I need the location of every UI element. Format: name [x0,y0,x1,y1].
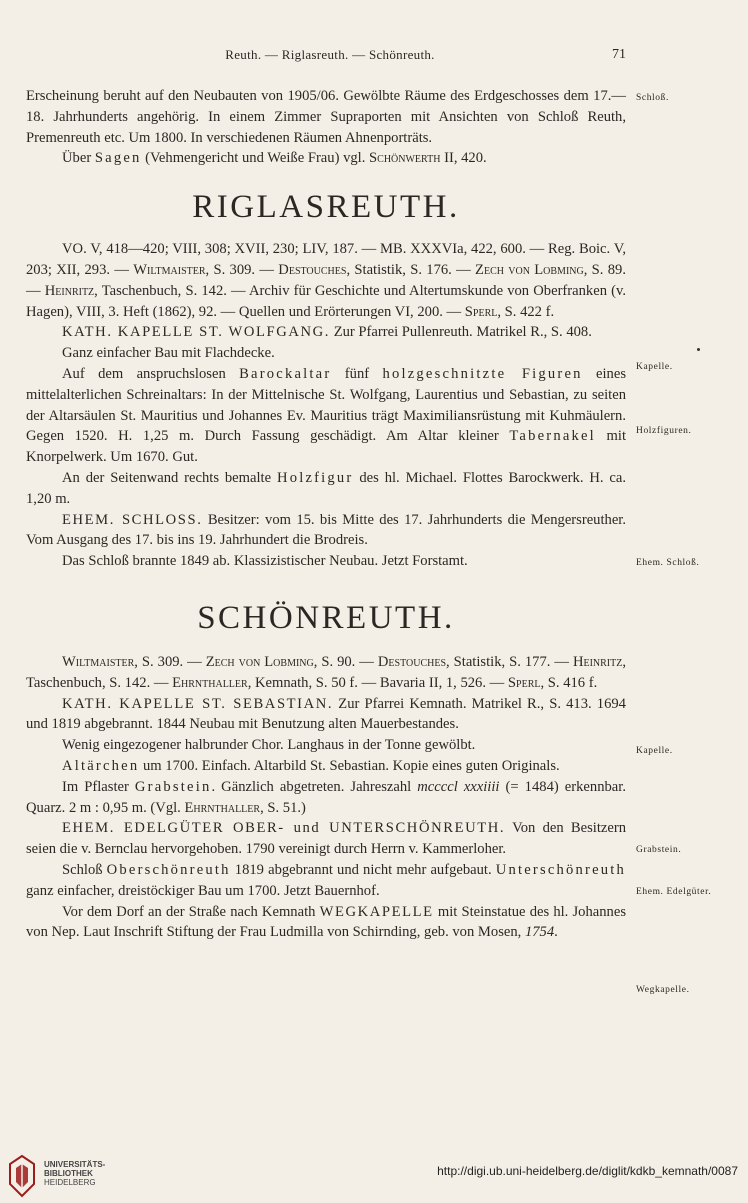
library-logo-icon [6,1154,38,1198]
margin-note: Schloß. [636,93,669,103]
riglasreuth-schloss: EHEM. SCHLOSS. Besitzer: vom 15. bis Mitte des 17. Jahrhunderts die Mengersreuther. Vom Ausgang des 17. bis ins 19. Jahrhundert die Brodreis. [26,511,627,549]
schoenreuth-wegkapelle: Vor dem Dorf an der Straße nach Kemnath WEGKAPELLE mit Steinstatue des hl. Johannes von Nep. Laut Inschrift Stiftung der Frau Ludmilla von Schirnding, geb. von Mosen, 1754. [26,903,626,941]
ink-speck [697,348,700,351]
reuth-sagen-paragraph: Über Sagen (Vehmengericht und Weiße Frau) vgl. Schönwerth II, 420. [62,150,487,167]
schoenreuth-edelgueter: EHEM. EDELGÜTER OBER- und UNTERSCHÖNREUTH. Von den Besitzern seien die v. Bernclau hervorgehoben. 1790 vereinigt durch Herrn v. Kammerloher. [26,820,626,858]
riglasreuth-schloss-neubau: Das Schloß brannte 1849 ab. Klassizistischer Neubau. Jetzt Forstamt. [62,553,468,570]
schoenreuth-chor: Wenig eingezogener halbrunder Chor. Langhaus in der Tonne gewölbt. [62,737,476,754]
riglasreuth-holzfigur: An der Seitenwand rechts bemalte Holzfigur des hl. Michael. Flottes Barockwerk. H. ca. 1,20 m. [26,469,626,507]
section-title-schoenreuth: SCHÖNREUTH. [197,599,455,636]
section-title-riglasreuth: RIGLASREUTH. [192,189,460,226]
schoenreuth-grabstein: Im Pflaster Grabstein. Gänzlich abgetreten. Jahreszahl mccccl xxxiiii (= 1484) erkennbar. Quarz. 2 m : 0,95 m. (Vgl. Ehrnthaller, S. 51.) [26,778,626,816]
source-url-link[interactable]: http://digi.ub.uni-heidelberg.de/diglit/kdkb_kemnath/0087 [437,1164,738,1178]
schoenreuth-oberschoenreuth: Schloß Oberschönreuth 1819 abgebrannt und nicht mehr aufgebaut. Unterschönreuth ganz einfacher, dreistöckiger Bau um 1700. Jetzt Bauernhof. [26,861,627,899]
schoenreuth-bibliography: Wiltmaister, S. 309. — Zech von Lobming, S. 90. — Destouches, Statistik, S. 177. — Heinritz, Taschenbuch, S. 142. — Ehrnthaller, Kemnath, S. 50 f. — Bavaria II, 1, 526. — Sperl, S. 416 f. [26,653,627,691]
library-logo-text: UNIVERSITÄTS- BIBLIOTHEK HEIDELBERG [44,1160,106,1187]
body-text [26,86,626,943]
riglasreuth-altar: Auf dem anspruchslosen Barockaltar fünf holzgeschnitzte Figuren eines mittelalterlichen Schreinaltars: In der Mittelnische St. Wolfgang, Laurentius und Sebastian, zu seiten der Altarsäulen St. Mauritius und Johannes Ev. Mauritius trägt Maximiliansrüstung mit Kuhmäulern. Gegen 1520. H. 1,25 m. Durch Fassung geschädigt. Am Altar kleiner Tabernakel mit Knorpelwerk. Um 1670. Gut. [26,365,627,466]
riglasreuth-bibliography: VO. V, 418—420; VIII, 308; XVII, 230; LIV, 187. — MB. XXXVIa, 422, 600. — Reg. Boic. V, 203; XII, 293. — Wiltmaister, S. 309. — Destouches, Statistik, S. 176. — Zech von Lobming, S. 89. — Heinritz, Taschenbuch, S. 142. — Archiv für Geschichte und Altertumskunde von Oberfranken (v. Hagen), VIII, 3. Heft (1862), 92. — Quellen und Erörterungen VI, 200. — Sperl, S. 422 f. [26,241,626,320]
riglasreuth-kapelle-bau: Ganz einfacher Bau mit Flachdecke. [62,345,275,362]
margin-note: Wegkapelle. [636,985,690,995]
running-head: Reuth. — Riglasreuth. — Schönreuth. [225,47,435,62]
schoenreuth-kapelle: KATH. KAPELLE ST. SEBASTIAN. Zur Pfarrei Kemnath. Matrikel R., S. 413. 1694 und 1819 abgebrannt. 1844 Neubau mit Benutzung alten Mauerbestandes. [26,695,626,733]
margin-note: Ehem. Edelgüter. [636,887,712,897]
schoenreuth-altaerchen: Altärchen um 1700. Einfach. Altarbild St. Sebastian. Kopie eines guten Originals. [62,757,560,774]
margin-note: Grabstein. [636,845,682,855]
margin-note: Ehem. Schloß. [636,558,700,568]
riglasreuth-kapelle: KATH. KAPELLE ST. WOLFGANG. Zur Pfarrei Pullenreuth. Matrikel R., S. 408. [62,324,592,341]
margin-note: Kapelle. [636,746,673,756]
footer [0,1150,748,1202]
margin-note: Holzfiguren. [636,426,692,436]
page-number: 71 [612,47,626,62]
margin-note: Kapelle. [636,362,673,372]
reuth-paragraph: Erscheinung beruht auf den Neubauten von 1905/06. Gewölbte Räume des Erdgeschosses dem 17.—18. Jahrhunderts angehörig. In einem Zimmer Supraporten mit Ansichten von Schloß Reuth, Premenreuth etc. Um 1800. In verschiedenen Räumen Ahnenporträts. [26,88,626,146]
